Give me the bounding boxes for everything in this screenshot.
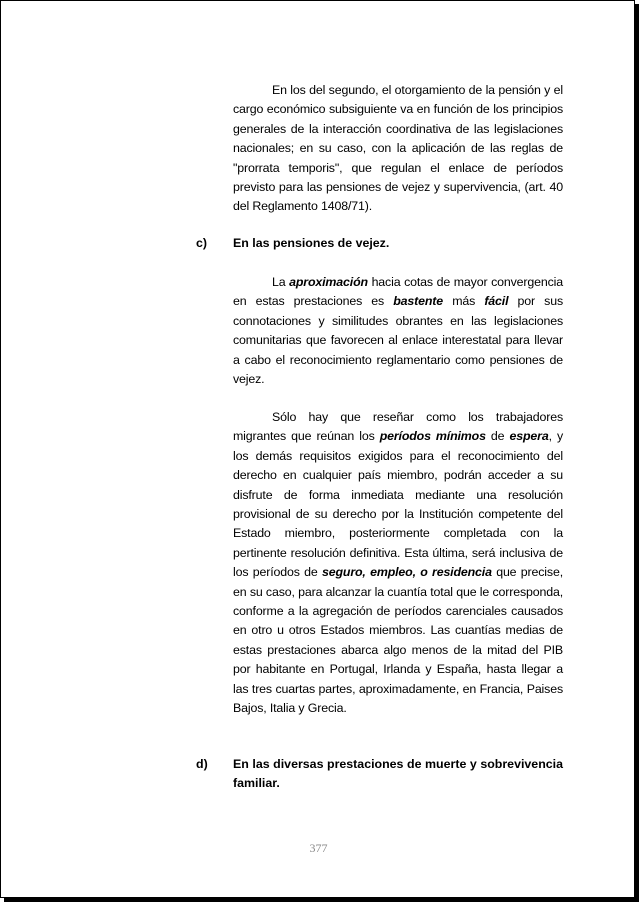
para2-text-3: más (443, 294, 485, 309)
paragraph-migrant-workers (233, 408, 563, 719)
section-c-heading (196, 234, 563, 253)
para3-text-3: , y los demás requisitos exigidos para el reconocimiento del derecho en cualquier país miembro, podrán acceder a su disfrute de forma inmediata mediante una resolución provisional de su derecho por la Institución competente del Estado miembro, posteriormente completada con la pertinente resolución definitiva. Esta última, será inclusiva de los períodos de (233, 429, 563, 580)
para3-text-4: que precise, en su caso, para alcanzar la cuantía total que le corresponda, conforme a la agregación de períodos carenciales causados en otro u otros Estados miembros. Las cuantías medias de estas prestaciones abarca algo menos de la mitad del PIB por habitante en Portugal, Irlanda y España, hasta llegar a las tres cuartas partes, aproximadamente, en Francia, Paises Bajos, Italia y Grecia. (233, 565, 563, 716)
paragraph-old-age-convergence (233, 273, 563, 389)
section-c-title: En las pensiones de vejez. (233, 236, 390, 250)
section-c-marker: c) (196, 236, 208, 250)
paragraph-pension-calculation: En los del segundo, el otorgamiento de la pensión y el cargo económico subsiguiente va en función de los principios generales de la interacción coordinativa de las legislaciones nacionales; en su caso, con la aplicación de las reglas de "prorrata temporis", que regulan el enlace de períodos previsto para las pensiones de vejez y supervivencia, (art. 40 del Reglamento 1408/71). (233, 83, 563, 214)
para3-emphasis-seguro-empleo-residencia: seguro, empleo, o residencia (322, 565, 492, 580)
para3-text-2: de (485, 429, 510, 444)
section-d-title: En las diversas prestaciones de muerte y sobrevivencia familiar. (233, 757, 563, 791)
page-number: 377 (309, 841, 328, 855)
para3-text-1: Sólo hay que reseñar como los trabajadores migrantes que reúnan los (233, 410, 563, 444)
para2-emphasis-facil: fácil (484, 294, 509, 309)
section-d-heading (196, 755, 563, 794)
para2-text-2: hacia cotas de mayor convergencia en estas prestaciones es (233, 275, 563, 309)
para2-text-1: La (272, 275, 290, 289)
para2-text-4: por sus connotaciones y similitudes obrantes en las legislaciones comunitarias que favorecen al enlace interestatal para llevar a cabo el reconocimiento reglamentario como pensiones de vejez. (233, 294, 563, 387)
para2-emphasis-aproximacion: aproximación (289, 275, 368, 289)
para3-emphasis-periodos-minimos: períodos mínimos (379, 429, 486, 444)
para2-emphasis-bastente: bastente (393, 294, 444, 309)
para3-emphasis-espera: espera (509, 429, 549, 444)
section-d-marker: d) (196, 757, 208, 771)
